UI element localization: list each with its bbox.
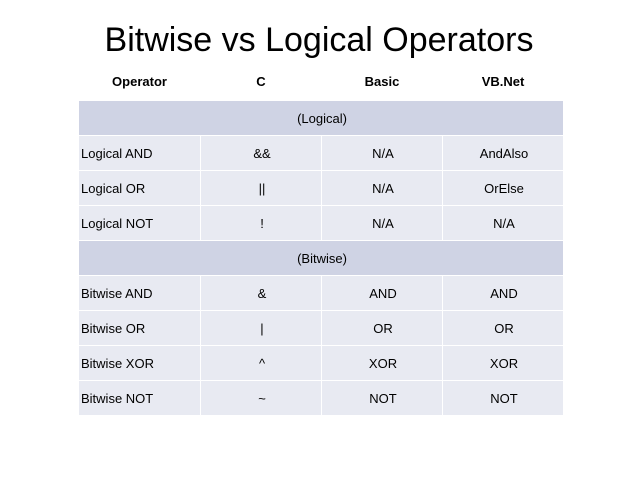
c-cell: ~ xyxy=(201,381,322,416)
operator-cell: Bitwise OR xyxy=(79,311,201,346)
header-operator: Operator xyxy=(79,64,201,100)
header-basic: Basic xyxy=(322,64,443,100)
slide-title: Bitwise vs Logical Operators xyxy=(104,21,534,59)
table-row xyxy=(79,381,564,416)
section-label: (Logical) xyxy=(79,100,564,136)
operator-cell: Logical OR xyxy=(79,171,201,206)
operator-cell: Logical AND xyxy=(79,136,201,171)
table-row xyxy=(79,276,564,311)
operator-cell: Bitwise XOR xyxy=(79,346,201,381)
table-row xyxy=(79,311,564,346)
vbnet-cell: NOT xyxy=(443,381,564,416)
operator-cell: Bitwise AND xyxy=(79,276,201,311)
c-cell: ^ xyxy=(201,346,322,381)
c-cell: || xyxy=(201,171,322,206)
section-row-logical xyxy=(79,100,564,136)
operators-table xyxy=(78,64,564,416)
basic-cell: NOT xyxy=(322,381,443,416)
table-row xyxy=(79,206,564,241)
vbnet-cell: XOR xyxy=(443,346,564,381)
c-cell: & xyxy=(201,276,322,311)
c-cell: ! xyxy=(201,206,322,241)
basic-cell: N/A xyxy=(322,206,443,241)
vbnet-cell: OrElse xyxy=(443,171,564,206)
vbnet-cell: N/A xyxy=(443,206,564,241)
table-row xyxy=(79,171,564,206)
basic-cell: N/A xyxy=(322,136,443,171)
header-row xyxy=(79,64,564,100)
table-row xyxy=(79,136,564,171)
c-cell: && xyxy=(201,136,322,171)
vbnet-cell: AND xyxy=(443,276,564,311)
section-row-bitwise xyxy=(79,241,564,276)
basic-cell: XOR xyxy=(322,346,443,381)
basic-cell: N/A xyxy=(322,171,443,206)
operator-cell: Logical NOT xyxy=(79,206,201,241)
vbnet-cell: OR xyxy=(443,311,564,346)
table-row xyxy=(79,346,564,381)
header-c: C xyxy=(201,64,322,100)
section-label: (Bitwise) xyxy=(79,241,564,276)
operator-cell: Bitwise NOT xyxy=(79,381,201,416)
header-vbnet: VB.Net xyxy=(443,64,564,100)
basic-cell: OR xyxy=(322,311,443,346)
c-cell: | xyxy=(201,311,322,346)
vbnet-cell: AndAlso xyxy=(443,136,564,171)
basic-cell: AND xyxy=(322,276,443,311)
